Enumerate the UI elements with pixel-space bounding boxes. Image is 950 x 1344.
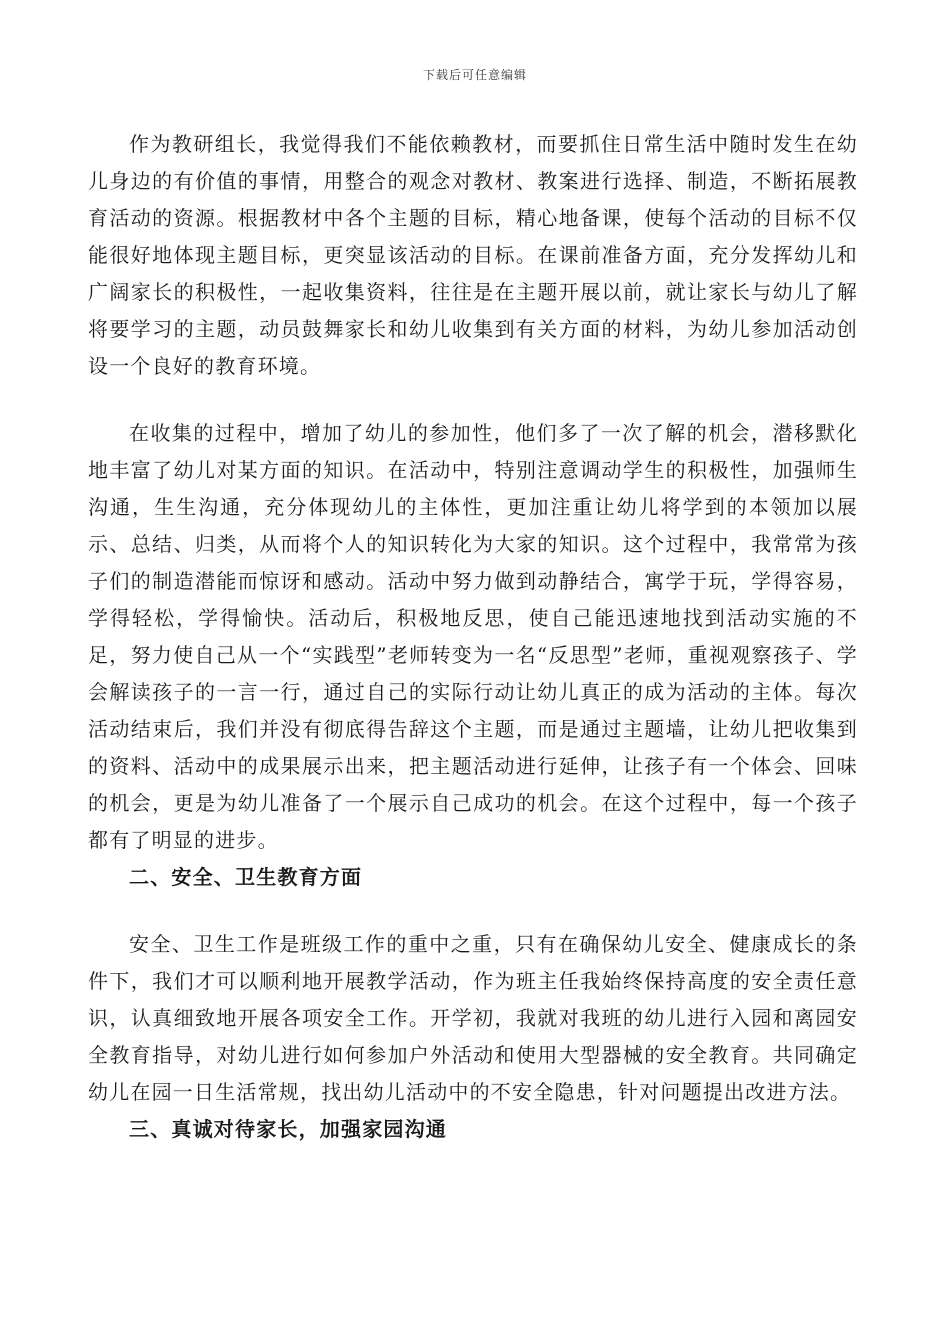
section-heading-parents: 三、真诚对待家长，加强家园沟通: [129, 1117, 447, 1141]
paragraph-teaching-research: 作为教研组长，我觉得我们不能依赖教材，而要抓住日常生活中随时发生在幼儿身边的有价值的事情，用整合的观念对教材、教案进行选择、制造，不断拓展教育活动的资源。根据教材中各个主题的目标，精心地备课，使每个活动的目标不仅能很好地体现主题目标，更突显该活动的目标。在课前准备方面，充分发挥幼儿和广阔家长的积极性，一起收集资料，往往是在主题开展以前，就让家长与幼儿了解将要学习的主题，动员鼓舞家长和幼儿收集到有关方面的材料，为幼儿参加活动创设一个良好的教育环境。: [88, 132, 858, 378]
paragraph-collection-process: 在收集的过程中，增加了幼儿的参加性，他们多了一次了解的机会，潜移默化地丰富了幼儿对某方面的知识。在活动中，特别注意调动学生的积极性，加强师生沟通，生生沟通，充分体现幼儿的主体性，更加注重让幼儿将学到的本领加以展示、总结、归类，从而将个人的知识转化为大家的知识。这个过程中，我常常为孩子们的制造潜能而惊讶和感动。活动中努力做到动静结合，寓学于玩，学得容易，学得轻松，学得愉快。活动后，积极地反思，使自己能迅速地找到活动实施的不足，努力使自己从一个“实践型”老师转变为一名“反思型”老师，重视观察孩子、学会解读孩子的一言一行，通过自己的实际行动让幼儿真正的成为活动的主体。每次活动结束后，我们并没有彻底得告辞这个主题，而是通过主题墙，让幼儿把收集到的资料、活动中的成果展示出来，把主题活动进行延伸，让孩子有一个体会、回味的机会，更是为幼儿准备了一个展示自己成功的机会。在这个过程中，每一个孩子都有了明显的进步。: [88, 421, 858, 852]
paragraph-safety-hygiene: 安全、卫生工作是班级工作的重中之重，只有在确保幼儿安全、健康成长的条件下，我们才可以顺利地开展教学活动，作为班主任我始终保持高度的安全责任意识，认真细致地开展各项安全工作。开学初，我就对我班的幼儿进行入园和离园安全教育指导，对幼儿进行如何参加户外活动和使用大型器械的安全教育。共同确定幼儿在园一日生活常规，找出幼儿活动中的不安全隐患，针对问题提出改进方法。: [88, 932, 858, 1104]
section-heading-safety: 二、安全、卫生教育方面: [129, 865, 363, 889]
page-header-note: 下载后可任意编辑: [422, 68, 527, 82]
document-body: [88, 126, 858, 1148]
